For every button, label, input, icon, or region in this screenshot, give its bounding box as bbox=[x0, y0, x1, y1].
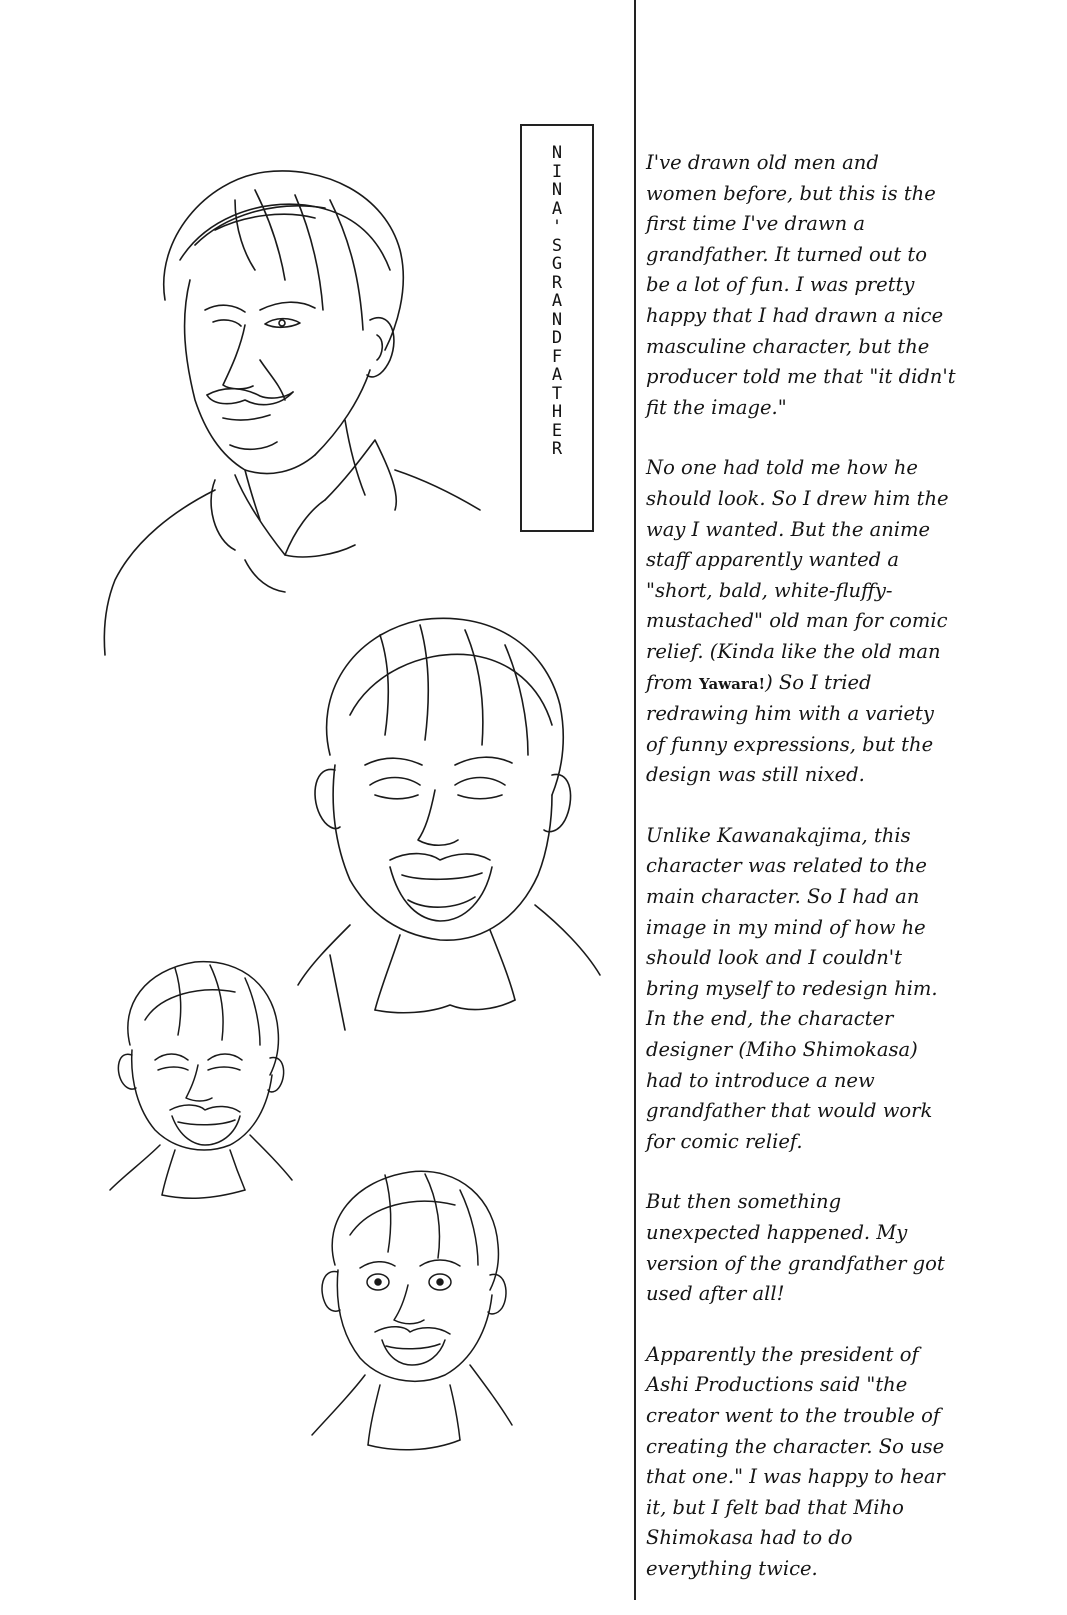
commentary-text-part: ) So I tried redrawing him with a variety of funny expressions, but the design was still nixed. bbox=[646, 670, 934, 787]
sketch-grandfather-chuckling bbox=[100, 950, 300, 1210]
commentary-paragraph: But then something unexpected happened. My version of the grandfather got used after all! bbox=[646, 1190, 945, 1306]
page-divider-line bbox=[634, 0, 636, 1600]
sketch-grandfather-laughing bbox=[290, 605, 610, 1045]
work-title: Yawara! bbox=[698, 674, 766, 693]
sketch-grandfather-serious bbox=[95, 160, 515, 660]
character-title: NINA'S GRANDFATHER bbox=[551, 143, 573, 459]
commentary-text bbox=[646, 148, 956, 1615]
commentary-paragraph bbox=[646, 453, 956, 791]
commentary-paragraph: Unlike Kawanakajima, this character was related to the main character. So I had an image in my mind of how he should look and I couldn't bring myself to redesign him. In the end, the character designer (Miho Shimokasa) had to introduce a new grandfather that would work for comic relief. bbox=[646, 823, 938, 1153]
sketch-grandfather-surprised bbox=[300, 1160, 520, 1460]
commentary-paragraph: Apparently the president of Ashi Productions said "the creator went to the trouble of creating the character. So use that one." I was happy to hear it, but I felt bad that Miho Shimokasa had to do everything twice. bbox=[646, 1342, 945, 1580]
commentary-paragraph: I've drawn old men and women before, but this is the first time I've drawn a grandfather. It turned out to be a lot of fun. I was pretty happy that I had drawn a nice masculine character, but the producer told me that "it didn't fit the image." bbox=[646, 151, 956, 419]
character-title-box bbox=[520, 124, 594, 532]
commentary-text-part: No one had told me how he should look. So I drew him the way I wanted. But the anime staff apparently wanted a "short, bald, white-fluffy-mustached" old man for comic relief. (Kinda like the old man from bbox=[646, 456, 949, 694]
